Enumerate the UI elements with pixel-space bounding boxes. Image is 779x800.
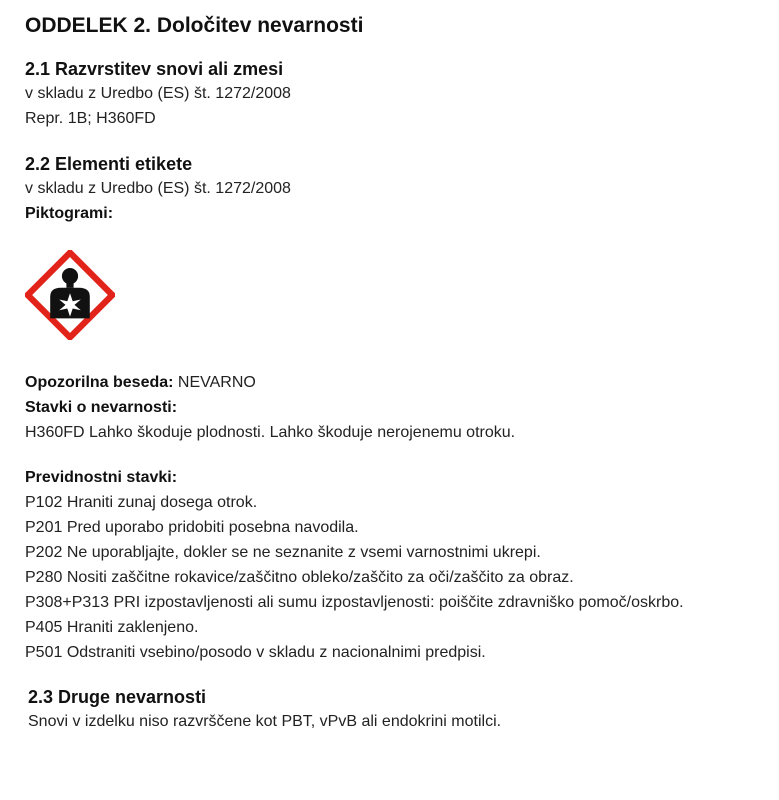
classification-regulation: v skladu z Uredbo (ES) št. 1272/2008 <box>25 85 291 102</box>
precautionary-statement-p308-p313: P308+P313 PRI izpostavljenosti ali sumu izpostavljenosti: poiščite zdravniško pomoč/oskrbo. <box>25 594 684 611</box>
other-hazards-title: 2.3 Druge nevarnosti <box>28 687 207 707</box>
precautionary-statement-p405: P405 Hraniti zaklenjeno. <box>25 619 199 636</box>
precautionary-statement-p202: P202 Ne uporabljajte, dokler se ne seznanite z vsemi varnostnimi ukrepi. <box>25 544 541 561</box>
precautionary-statement-p280: P280 Nositi zaščitne rokavice/zaščitno obleko/zaščito za oči/zaščito za obraz. <box>25 569 574 586</box>
classification-hazard-class: Repr. 1B; H360FD <box>25 110 156 127</box>
signal-word-label: Opozorilna beseda: <box>25 374 174 391</box>
other-hazards-block <box>25 685 770 734</box>
precautionary-label: Previdnostni stavki: <box>25 469 178 486</box>
signal-word-row <box>25 370 770 395</box>
ghs08-health-hazard-icon <box>25 250 115 340</box>
other-hazards-text: Snovi v izdelku niso razvrščene kot PBT, vPvB ali endokrini motilci. <box>28 713 502 730</box>
sds-section-2 <box>25 12 770 734</box>
signal-word-value: NEVARNO <box>177 374 256 391</box>
classification-title: 2.1 Razvrstitev snovi ali zmesi <box>25 59 284 79</box>
label-elements-block <box>25 152 770 665</box>
pictograms-label: Piktogrami: <box>25 205 114 222</box>
classification-block <box>25 57 770 131</box>
label-elements-title: 2.2 Elementi etikete <box>25 154 193 174</box>
precautionary-block <box>25 465 770 665</box>
label-elements-regulation: v skladu z Uredbo (ES) št. 1272/2008 <box>25 180 291 197</box>
hazard-statements-label: Stavki o nevarnosti: <box>25 399 178 416</box>
section-title: ODDELEK 2. Določitev nevarnosti <box>25 14 364 37</box>
precautionary-statement-p102: P102 Hraniti zunaj dosega otrok. <box>25 494 258 511</box>
precautionary-statement-p501: P501 Odstraniti vsebino/posodo v skladu z nacionalnimi predpisi. <box>25 644 486 661</box>
hazard-statement: H360FD Lahko škoduje plodnosti. Lahko škoduje nerojenemu otroku. <box>25 424 516 441</box>
precautionary-statement-p201: P201 Pred uporabo pridobiti posebna navodila. <box>25 519 359 536</box>
